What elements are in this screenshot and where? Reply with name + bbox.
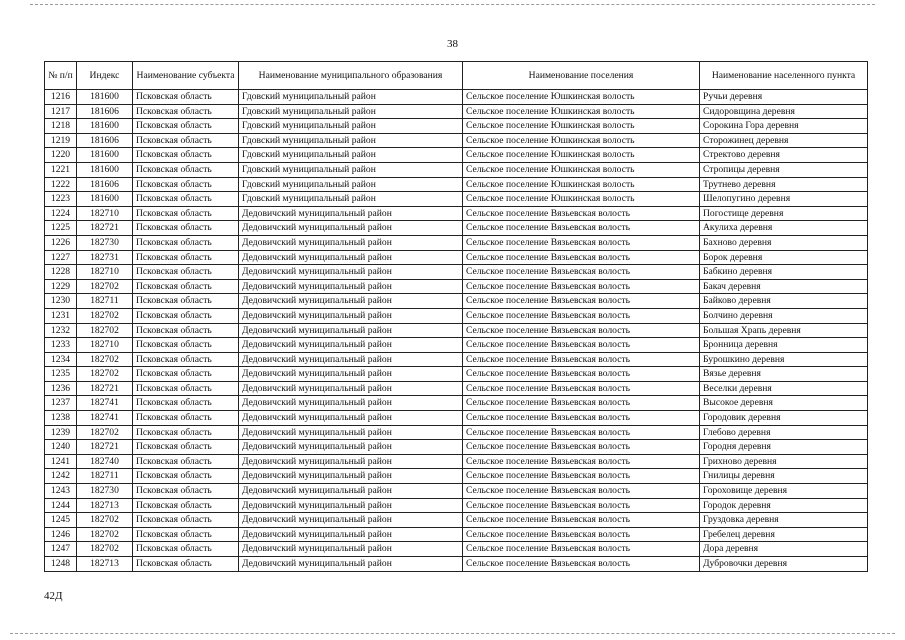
cell-locality: Дубровочки деревня [700, 557, 868, 572]
cell-index: 182721 [77, 221, 133, 236]
cell-index: 182710 [77, 206, 133, 221]
scan-edge-bottom [10, 633, 895, 635]
cell-index: 182711 [77, 469, 133, 484]
cell-locality: Гребелец деревня [700, 527, 868, 542]
cell-municipality: Дедовичский муниципальный район [239, 527, 463, 542]
cell-num: 1226 [45, 235, 77, 250]
cell-settlement: Сельское поселение Вязьевская волость [463, 294, 700, 309]
cell-num: 1245 [45, 513, 77, 528]
cell-settlement: Сельское поселение Вязьевская волость [463, 206, 700, 221]
cell-subject: Псковская область [133, 162, 239, 177]
cell-settlement: Сельское поселение Вязьевская волость [463, 352, 700, 367]
cell-num: 1240 [45, 440, 77, 455]
cell-subject: Псковская область [133, 250, 239, 265]
cell-municipality: Дедовичский муниципальный район [239, 250, 463, 265]
table-row [45, 381, 868, 396]
cell-settlement: Сельское поселение Вязьевская волость [463, 498, 700, 513]
cell-num: 1246 [45, 527, 77, 542]
cell-settlement: Сельское поселение Вязьевская волость [463, 265, 700, 280]
cell-settlement: Сельское поселение Вязьевская волость [463, 527, 700, 542]
table-row [45, 542, 868, 557]
cell-subject: Псковская область [133, 323, 239, 338]
table-row [45, 177, 868, 192]
cell-num: 1216 [45, 90, 77, 105]
cell-subject: Псковская область [133, 148, 239, 163]
cell-index: 181606 [77, 177, 133, 192]
cell-index: 182740 [77, 454, 133, 469]
cell-settlement: Сельское поселение Вязьевская волость [463, 235, 700, 250]
scan-edge-top [30, 4, 875, 6]
cell-settlement: Сельское поселение Вязьевская волость [463, 381, 700, 396]
cell-index: 181600 [77, 90, 133, 105]
table-row [45, 440, 868, 455]
cell-index: 182713 [77, 557, 133, 572]
cell-index: 182741 [77, 411, 133, 426]
cell-index: 182702 [77, 323, 133, 338]
cell-locality: Гнилицы деревня [700, 469, 868, 484]
cell-municipality: Дедовичский муниципальный район [239, 469, 463, 484]
cell-settlement: Сельское поселение Вязьевская волость [463, 513, 700, 528]
cell-index: 182710 [77, 338, 133, 353]
table-row [45, 513, 868, 528]
cell-index: 181600 [77, 148, 133, 163]
cell-subject: Псковская область [133, 454, 239, 469]
cell-num: 1243 [45, 484, 77, 499]
cell-settlement: Сельское поселение Вязьевская волость [463, 250, 700, 265]
cell-locality: Веселки деревня [700, 381, 868, 396]
cell-municipality: Дедовичский муниципальный район [239, 352, 463, 367]
cell-subject: Псковская область [133, 265, 239, 280]
cell-settlement: Сельское поселение Юшкинская волость [463, 192, 700, 207]
cell-municipality: Дедовичский муниципальный район [239, 265, 463, 280]
table-row [45, 352, 868, 367]
cell-index: 182731 [77, 250, 133, 265]
cell-subject: Псковская область [133, 484, 239, 499]
cell-settlement: Сельское поселение Вязьевская волость [463, 367, 700, 382]
cell-municipality: Дедовичский муниципальный район [239, 484, 463, 499]
cell-settlement: Сельское поселение Юшкинская волость [463, 133, 700, 148]
cell-num: 1244 [45, 498, 77, 513]
cell-num: 1225 [45, 221, 77, 236]
cell-num: 1248 [45, 557, 77, 572]
cell-subject: Псковская область [133, 542, 239, 557]
table-row [45, 279, 868, 294]
cell-settlement: Сельское поселение Вязьевская волость [463, 338, 700, 353]
cell-subject: Псковская область [133, 498, 239, 513]
cell-num: 1222 [45, 177, 77, 192]
cell-municipality: Дедовичский муниципальный район [239, 323, 463, 338]
cell-municipality: Гдовский муниципальный район [239, 177, 463, 192]
cell-num: 1224 [45, 206, 77, 221]
cell-num: 1228 [45, 265, 77, 280]
cell-index: 182702 [77, 308, 133, 323]
table-row [45, 527, 868, 542]
cell-locality: Стропицы деревня [700, 162, 868, 177]
cell-num: 1232 [45, 323, 77, 338]
cell-num: 1220 [45, 148, 77, 163]
cell-municipality: Дедовичский муниципальный район [239, 513, 463, 528]
cell-locality: Стректово деревня [700, 148, 868, 163]
cell-index: 182710 [77, 265, 133, 280]
cell-index: 182702 [77, 542, 133, 557]
cell-num: 1219 [45, 133, 77, 148]
cell-num: 1234 [45, 352, 77, 367]
table-body [45, 90, 868, 572]
cell-index: 182713 [77, 498, 133, 513]
cell-index: 182721 [77, 440, 133, 455]
table-row [45, 104, 868, 119]
cell-settlement: Сельское поселение Вязьевская волость [463, 396, 700, 411]
cell-settlement: Сельское поселение Юшкинская волость [463, 162, 700, 177]
cell-subject: Псковская область [133, 352, 239, 367]
cell-municipality: Дедовичский муниципальный район [239, 308, 463, 323]
cell-subject: Псковская область [133, 425, 239, 440]
cell-index: 182711 [77, 294, 133, 309]
table-row [45, 221, 868, 236]
cell-num: 1229 [45, 279, 77, 294]
table-row [45, 367, 868, 382]
cell-locality: Бакач деревня [700, 279, 868, 294]
cell-index: 181600 [77, 162, 133, 177]
table-row [45, 235, 868, 250]
cell-municipality: Дедовичский муниципальный район [239, 381, 463, 396]
header-num: № п/п [45, 62, 77, 90]
cell-index: 182721 [77, 381, 133, 396]
header-subject: Наименование субъекта [133, 62, 239, 90]
cell-settlement: Сельское поселение Юшкинская волость [463, 177, 700, 192]
cell-num: 1237 [45, 396, 77, 411]
cell-subject: Псковская область [133, 119, 239, 134]
cell-subject: Псковская область [133, 235, 239, 250]
table-row [45, 294, 868, 309]
table-row [45, 148, 868, 163]
cell-municipality: Гдовский муниципальный район [239, 90, 463, 105]
cell-settlement: Сельское поселение Вязьевская волость [463, 425, 700, 440]
cell-municipality: Дедовичский муниципальный район [239, 206, 463, 221]
header-index: Индекс [77, 62, 133, 90]
cell-index: 182702 [77, 527, 133, 542]
cell-municipality: Дедовичский муниципальный район [239, 396, 463, 411]
cell-settlement: Сельское поселение Вязьевская волость [463, 484, 700, 499]
cell-municipality: Дедовичский муниципальный район [239, 454, 463, 469]
cell-settlement: Сельское поселение Вязьевская волость [463, 542, 700, 557]
cell-index: 181600 [77, 119, 133, 134]
cell-index: 181606 [77, 104, 133, 119]
cell-municipality: Дедовичский муниципальный район [239, 235, 463, 250]
cell-num: 1235 [45, 367, 77, 382]
cell-locality: Борок деревня [700, 250, 868, 265]
cell-index: 182741 [77, 396, 133, 411]
cell-municipality: Гдовский муниципальный район [239, 119, 463, 134]
table-row [45, 338, 868, 353]
cell-locality: Большая Храпь деревня [700, 323, 868, 338]
cell-subject: Псковская область [133, 192, 239, 207]
cell-num: 1217 [45, 104, 77, 119]
localities-table [44, 61, 868, 572]
cell-subject: Псковская область [133, 308, 239, 323]
cell-index: 182702 [77, 279, 133, 294]
cell-locality: Высокое деревня [700, 396, 868, 411]
cell-num: 1230 [45, 294, 77, 309]
table-row [45, 484, 868, 499]
cell-municipality: Гдовский муниципальный район [239, 162, 463, 177]
cell-locality: Бурошкино деревня [700, 352, 868, 367]
cell-locality: Байково деревня [700, 294, 868, 309]
cell-num: 1238 [45, 411, 77, 426]
cell-settlement: Сельское поселение Вязьевская волость [463, 308, 700, 323]
cell-municipality: Дедовичский муниципальный район [239, 279, 463, 294]
cell-municipality: Дедовичский муниципальный район [239, 294, 463, 309]
table-header-row [45, 62, 868, 90]
cell-index: 182730 [77, 484, 133, 499]
table-row [45, 469, 868, 484]
cell-num: 1247 [45, 542, 77, 557]
cell-municipality: Гдовский муниципальный район [239, 104, 463, 119]
cell-subject: Псковская область [133, 206, 239, 221]
cell-settlement: Сельское поселение Вязьевская волость [463, 454, 700, 469]
cell-locality: Городовик деревня [700, 411, 868, 426]
cell-locality: Груздовка деревня [700, 513, 868, 528]
cell-settlement: Сельское поселение Вязьевская волость [463, 469, 700, 484]
cell-locality: Гороховище деревня [700, 484, 868, 499]
cell-locality: Сидоровщина деревня [700, 104, 868, 119]
cell-subject: Псковская область [133, 527, 239, 542]
cell-index: 182702 [77, 352, 133, 367]
cell-locality: Ручьи деревня [700, 90, 868, 105]
table-row [45, 133, 868, 148]
cell-locality: Погостище деревня [700, 206, 868, 221]
table-row [45, 119, 868, 134]
cell-subject: Псковская область [133, 279, 239, 294]
cell-settlement: Сельское поселение Юшкинская волость [463, 90, 700, 105]
cell-index: 182702 [77, 367, 133, 382]
cell-subject: Псковская область [133, 177, 239, 192]
cell-municipality: Гдовский муниципальный район [239, 192, 463, 207]
cell-municipality: Дедовичский муниципальный район [239, 425, 463, 440]
footer-code: 42Д [44, 590, 63, 602]
cell-locality: Глебово деревня [700, 425, 868, 440]
cell-subject: Псковская область [133, 294, 239, 309]
cell-settlement: Сельское поселение Вязьевская волость [463, 221, 700, 236]
cell-municipality: Дедовичский муниципальный район [239, 221, 463, 236]
cell-settlement: Сельское поселение Вязьевская волость [463, 411, 700, 426]
table-row [45, 323, 868, 338]
cell-index: 182702 [77, 425, 133, 440]
cell-municipality: Дедовичский муниципальный район [239, 338, 463, 353]
cell-num: 1233 [45, 338, 77, 353]
cell-num: 1241 [45, 454, 77, 469]
table-row [45, 557, 868, 572]
cell-locality: Бронница деревня [700, 338, 868, 353]
table-row [45, 498, 868, 513]
table-row [45, 265, 868, 280]
cell-settlement: Сельское поселение Вязьевская волость [463, 279, 700, 294]
cell-municipality: Дедовичский муниципальный район [239, 542, 463, 557]
cell-subject: Псковская область [133, 133, 239, 148]
table-row [45, 425, 868, 440]
table-row [45, 396, 868, 411]
cell-settlement: Сельское поселение Вязьевская волость [463, 557, 700, 572]
cell-locality: Болчино деревня [700, 308, 868, 323]
cell-settlement: Сельское поселение Юшкинская волость [463, 104, 700, 119]
table-row [45, 162, 868, 177]
cell-index: 182702 [77, 513, 133, 528]
cell-index: 182730 [77, 235, 133, 250]
cell-locality: Дора деревня [700, 542, 868, 557]
cell-locality: Бабкино деревня [700, 265, 868, 280]
cell-locality: Бахново деревня [700, 235, 868, 250]
cell-subject: Псковская область [133, 221, 239, 236]
cell-num: 1223 [45, 192, 77, 207]
cell-settlement: Сельское поселение Юшкинская волость [463, 119, 700, 134]
cell-municipality: Дедовичский муниципальный район [239, 498, 463, 513]
table-row [45, 90, 868, 105]
cell-settlement: Сельское поселение Вязьевская волость [463, 323, 700, 338]
cell-municipality: Гдовский муниципальный район [239, 148, 463, 163]
cell-num: 1218 [45, 119, 77, 134]
cell-settlement: Сельское поселение Вязьевская волость [463, 440, 700, 455]
cell-locality: Акулиха деревня [700, 221, 868, 236]
page-number: 38 [447, 38, 458, 50]
cell-subject: Псковская область [133, 367, 239, 382]
table-row [45, 454, 868, 469]
cell-locality: Грихново деревня [700, 454, 868, 469]
cell-num: 1231 [45, 308, 77, 323]
table-row [45, 308, 868, 323]
cell-subject: Псковская область [133, 469, 239, 484]
cell-municipality: Дедовичский муниципальный район [239, 411, 463, 426]
cell-subject: Псковская область [133, 104, 239, 119]
cell-num: 1236 [45, 381, 77, 396]
cell-locality: Городок деревня [700, 498, 868, 513]
cell-subject: Псковская область [133, 411, 239, 426]
cell-subject: Псковская область [133, 557, 239, 572]
table-row [45, 206, 868, 221]
cell-municipality: Дедовичский муниципальный район [239, 557, 463, 572]
cell-subject: Псковская область [133, 396, 239, 411]
cell-num: 1227 [45, 250, 77, 265]
cell-municipality: Дедовичский муниципальный район [239, 367, 463, 382]
cell-num: 1242 [45, 469, 77, 484]
cell-locality: Городня деревня [700, 440, 868, 455]
cell-locality: Сторожинец деревня [700, 133, 868, 148]
table-row [45, 192, 868, 207]
cell-index: 181606 [77, 133, 133, 148]
cell-subject: Псковская область [133, 338, 239, 353]
cell-locality: Шелопугино деревня [700, 192, 868, 207]
cell-subject: Псковская область [133, 513, 239, 528]
cell-locality: Вязье деревня [700, 367, 868, 382]
cell-num: 1239 [45, 425, 77, 440]
cell-subject: Псковская область [133, 440, 239, 455]
cell-municipality: Гдовский муниципальный район [239, 133, 463, 148]
header-settlement: Наименование поселения [463, 62, 700, 90]
cell-subject: Псковская область [133, 90, 239, 105]
header-locality: Наименование населенного пункта [700, 62, 868, 90]
cell-locality: Сорокина Гора деревня [700, 119, 868, 134]
cell-municipality: Дедовичский муниципальный район [239, 440, 463, 455]
cell-locality: Трутнево деревня [700, 177, 868, 192]
cell-settlement: Сельское поселение Юшкинская волость [463, 148, 700, 163]
cell-index: 181600 [77, 192, 133, 207]
table-row [45, 250, 868, 265]
table-row [45, 411, 868, 426]
cell-subject: Псковская область [133, 381, 239, 396]
header-municipality: Наименование муниципального образования [239, 62, 463, 90]
cell-num: 1221 [45, 162, 77, 177]
